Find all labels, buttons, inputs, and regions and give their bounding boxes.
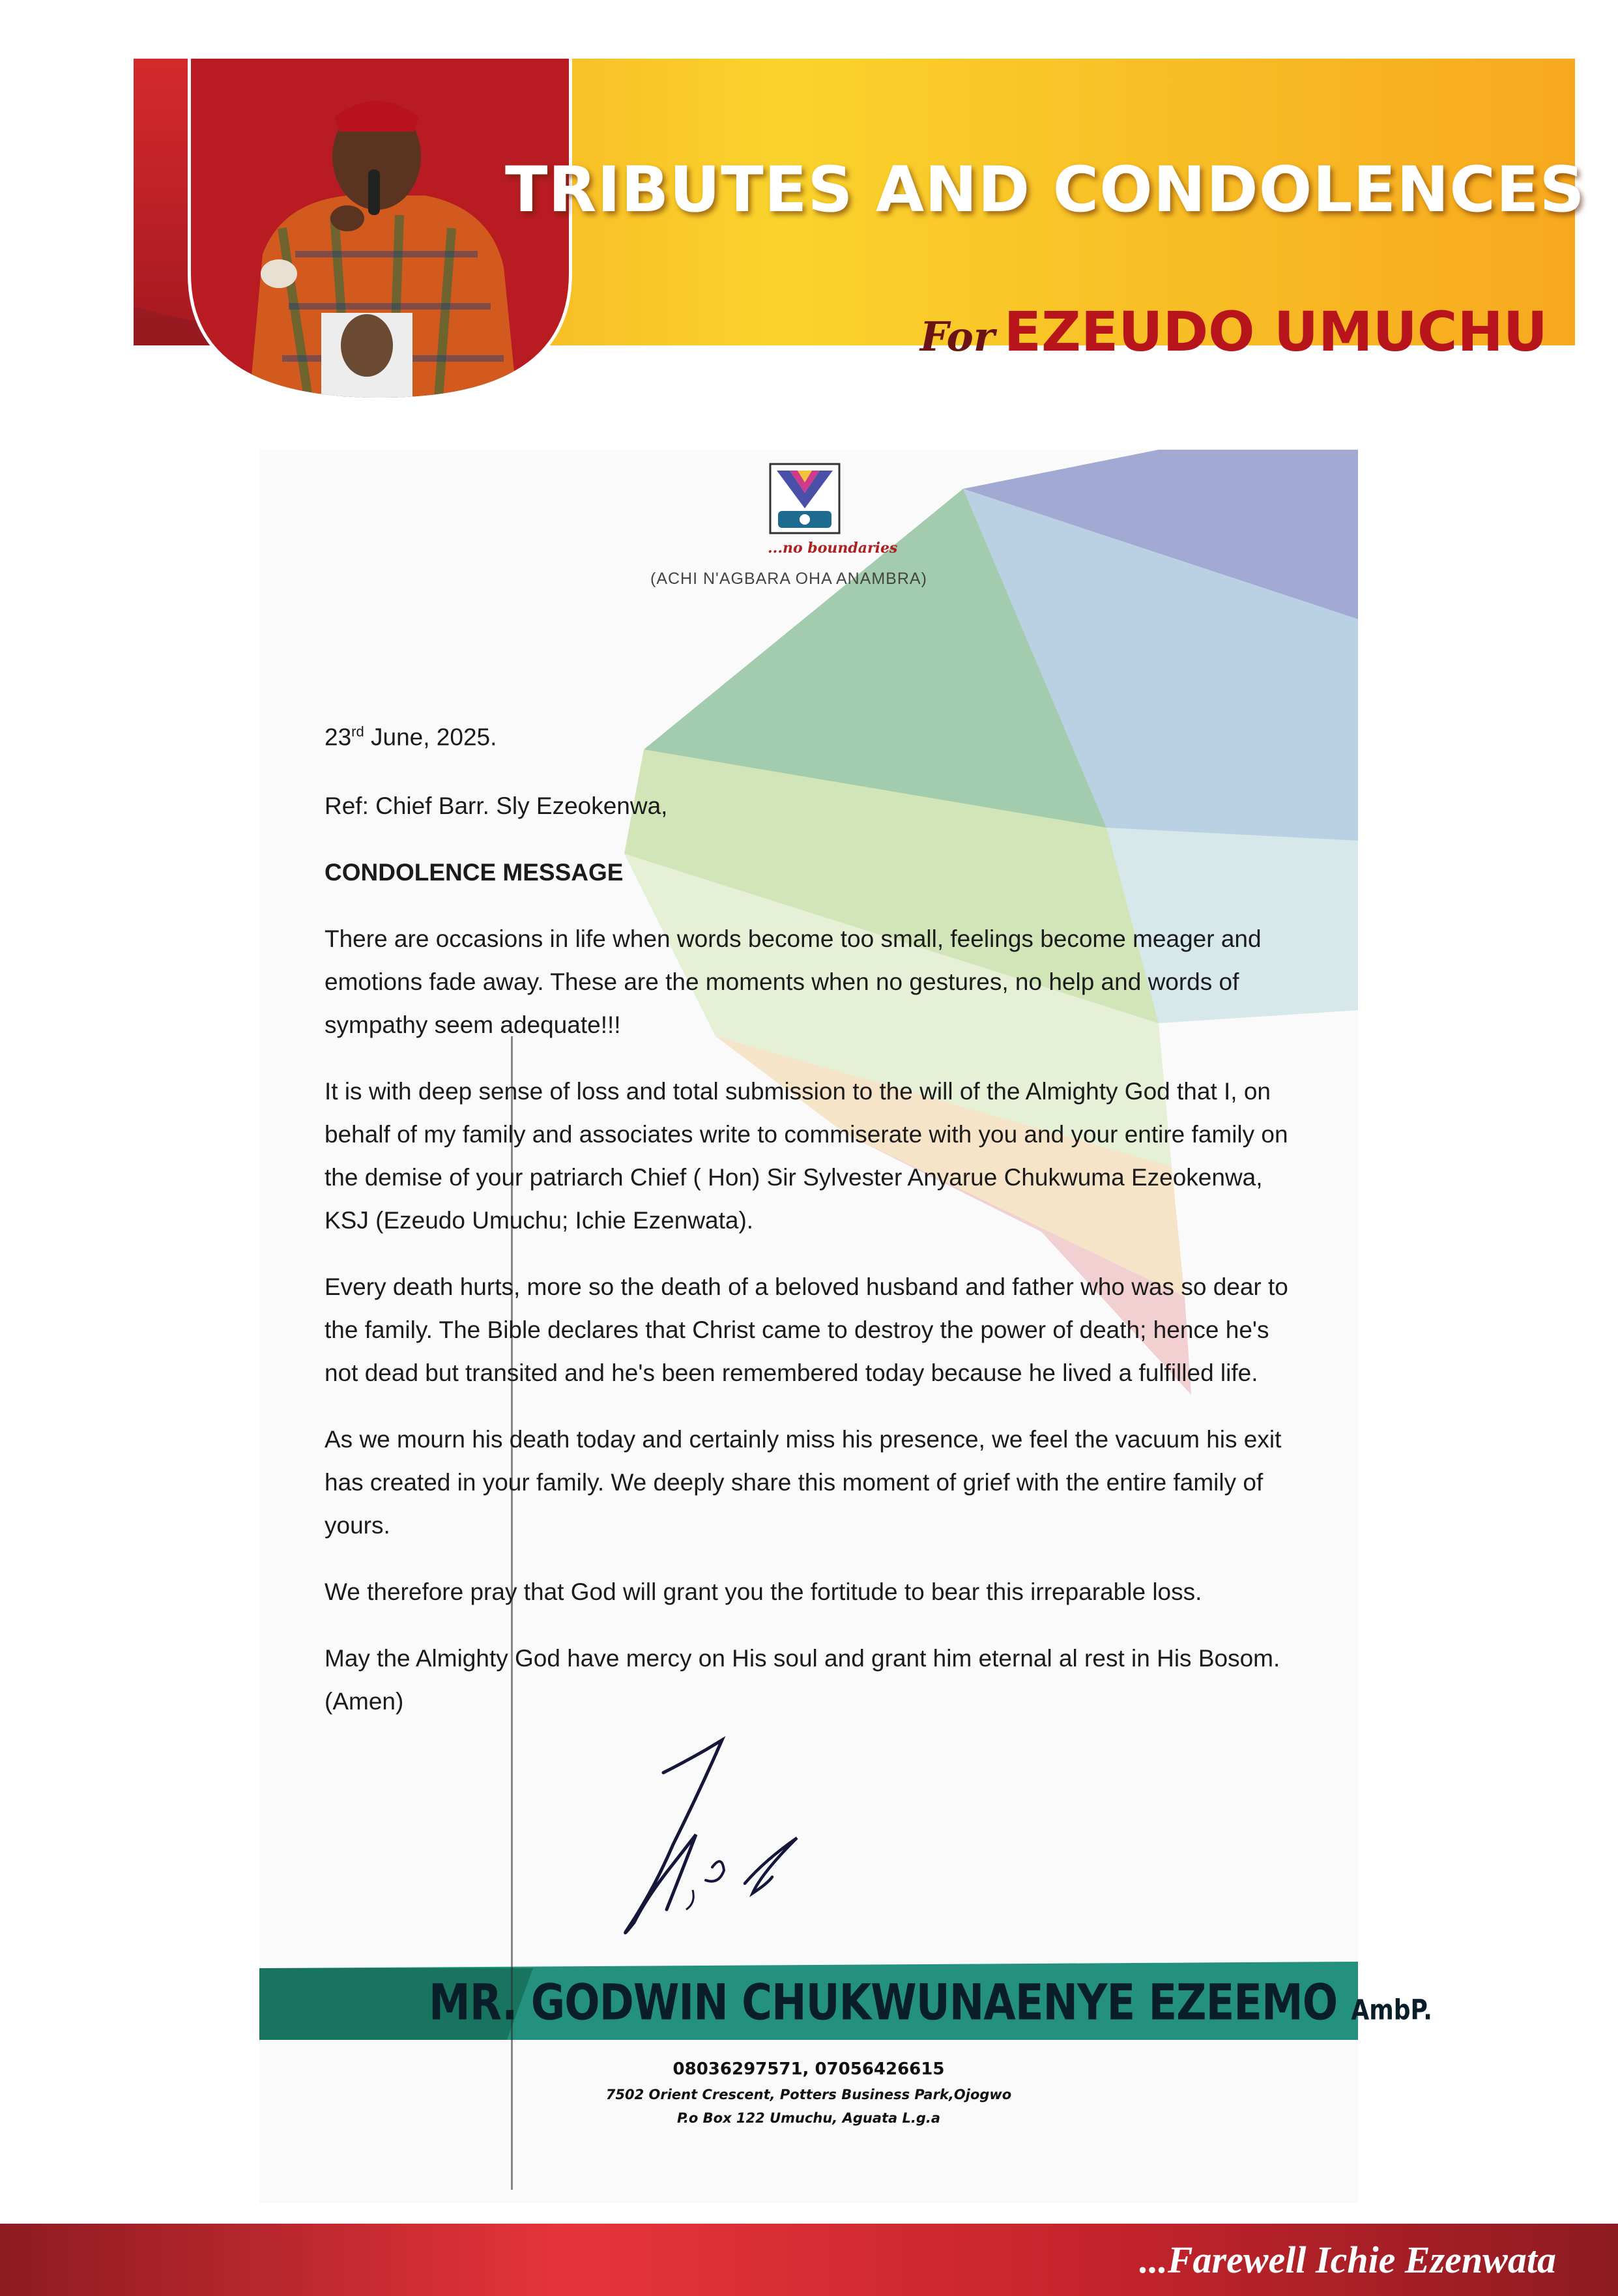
organization-logo [769,463,841,534]
letter-ref: Ref: Chief Barr. Sly Ezeokenwa, [325,792,668,820]
letter-paragraph: It is with deep sense of loss and total submission to the will of the Almighty God that I, on behalf of my family and associates write to commiserate with you and your entire family on the demise of your patriarch Chief ( Hon) Sir Sylvester Anyarue Chukwuma Ezeokenwa, KSJ (Ezeudo Umuchu; Ichie Ezenwata). [325,1078,1288,1234]
letterhead-tagline: (ACHI N'AGBARA OHA ANAMBRA) [650,570,927,588]
letter-paragraph: There are occasions in life when words become too small, feelings become meager and emotions fade away. These are the moments when no gestures, no help and words of sympathy seem adequate!!! [325,925,1262,1039]
sender-address: 7502 Orient Crescent, Potters Business Park,Ojogwo [605,2087,1012,2102]
date-suffix: rd [351,723,364,740]
signature [582,1714,856,1962]
condolence-letter [259,450,1432,2203]
letter-paragraph: As we mourn his death today and certainly miss his presence, we feel the vacuum his exit has created in your family. We deeply share this moment of grief with the entire family of yours. [325,1426,1282,1539]
letterhead-motto: ...no boundaries [768,540,898,557]
date-day: 23 [325,723,352,751]
sender-title: AmbP. [1351,1994,1432,2027]
date-rest: June, 2025. [364,723,497,751]
letter-date [325,710,1295,759]
letter-subject: CONDOLENCE MESSAGE [325,859,624,886]
for-label: For [919,313,995,360]
header-banner [134,59,1585,364]
page-title: TRIBUTES AND CONDOLENCES [505,153,1585,226]
letter-paragraph: Every death hurts, more so the death of a beloved husband and father who was so dear to the family. The Bible declares that Christ came to destroy the power of death; hence he's not dead but transited and he's been remembered today because he lived a fulfilled life. [325,1273,1288,1387]
letter-paragraph: We therefore pray that God will grant you the fortitude to bear this irreparable loss. [325,1578,1202,1606]
sender-name [429,1975,1432,2031]
sender-pobox: P.o Box 122 Umuchu, Aguata L.g.a [676,2110,941,2126]
honoree-name: EZEUDO UMUCHU [1004,300,1548,364]
banner-subtitle [505,300,1574,364]
sender-name-text: MR. GODWIN CHUKWUNAENYE EZEEMO [429,1975,1338,2032]
letter-body [325,710,1295,1747]
sender-phones: 08036297571, 07056426615 [672,2059,945,2079]
letter-paragraph: May the Almighty God have mercy on His soul and grant him eternal al rest in His Bosom. (Amen) [325,1645,1280,1715]
footer-banner [0,2224,1618,2296]
footer-text: ...Farewell Ichie Ezenwata [1139,2239,1556,2281]
